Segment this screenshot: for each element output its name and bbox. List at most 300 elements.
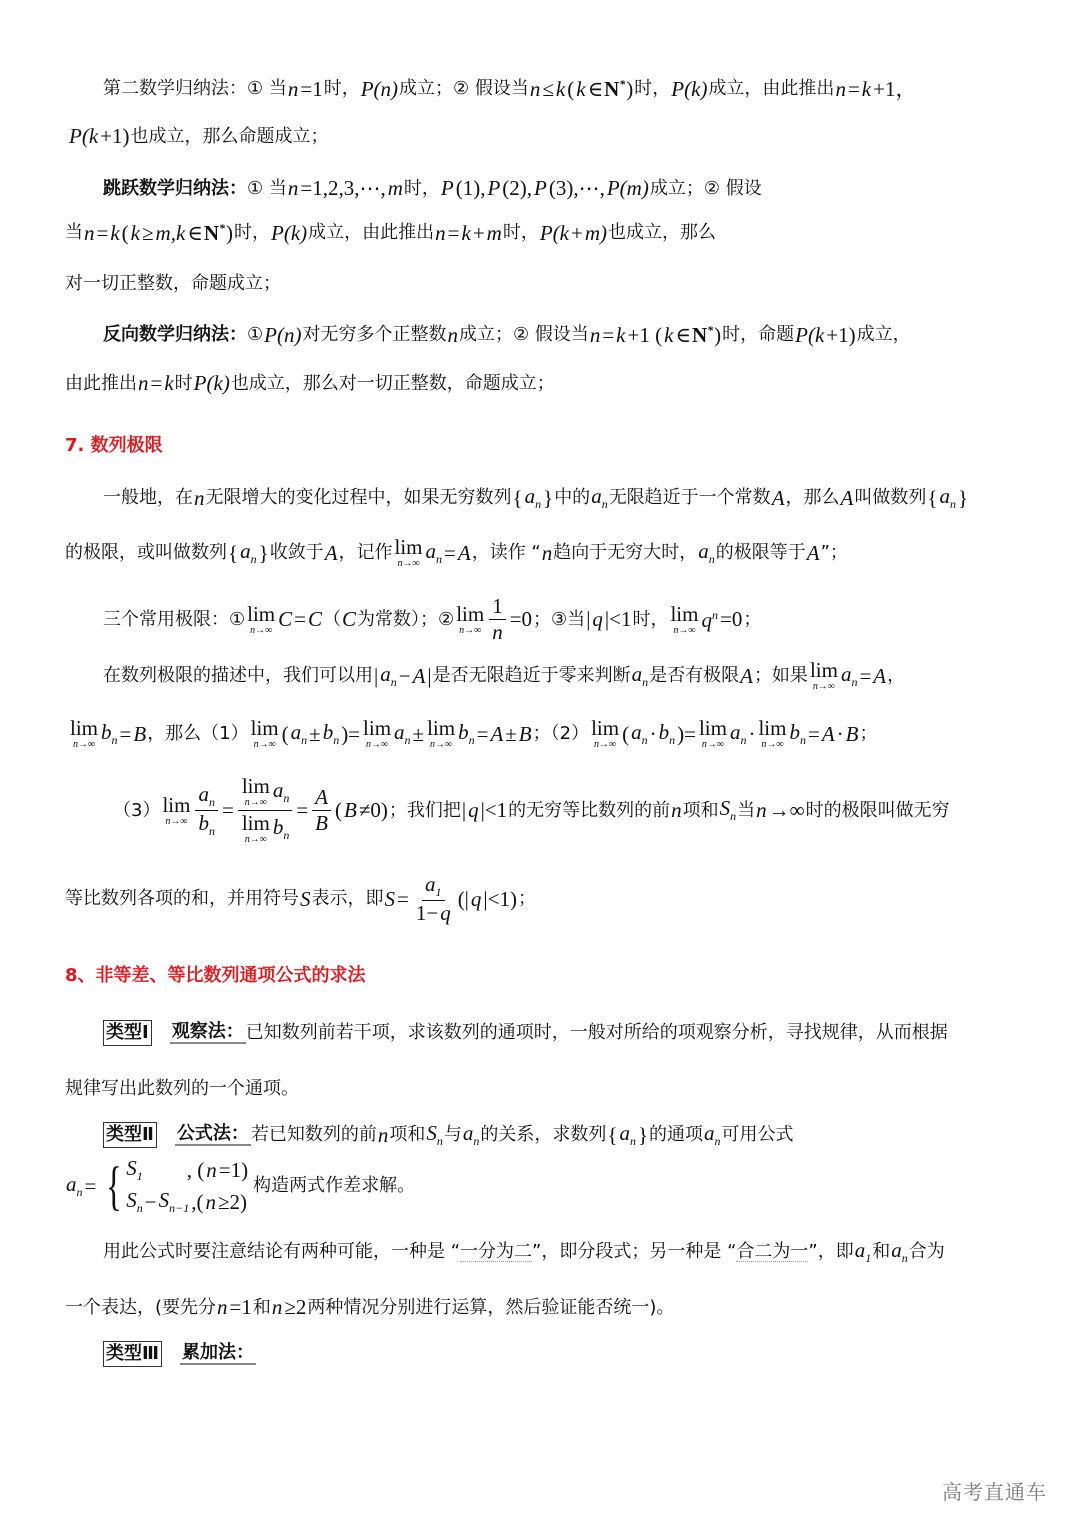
math-subscript: n: [390, 675, 397, 690]
limit-operator: [427, 718, 455, 750]
math-variable: [272, 777, 290, 806]
math-subscript: n: [111, 733, 118, 748]
math-variable: [287, 76, 299, 101]
math-variable: [240, 538, 257, 567]
math-subscript: n: [468, 733, 475, 748]
text: 是否无限趋近于零来判断: [432, 665, 631, 686]
math-variable: [360, 76, 399, 101]
math-base: n: [435, 220, 446, 245]
math-base: a: [462, 1120, 474, 1145]
text: 中的: [554, 487, 591, 509]
math-base: m: [486, 220, 502, 245]
math-variable: [204, 222, 225, 244]
math-subscript: n: [714, 1134, 721, 1149]
method-label: 观察法：: [171, 1020, 244, 1042]
math-variable: [394, 719, 411, 748]
math-base: a: [240, 538, 251, 563]
text: 已知数列前若干项，求该数列的通项时，一般对所给的项观察分析，寻找规律，从而根据: [245, 1022, 948, 1043]
math-base: a: [729, 719, 741, 744]
math-base: n: [589, 322, 601, 347]
emphasis-text: 一分为二: [460, 1240, 533, 1262]
para-second-induction-cont: [68, 126, 329, 147]
math-variable: [272, 814, 290, 843]
text: ，记作: [338, 542, 393, 563]
math-symbol: =1): [218, 1157, 249, 1182]
math-base: n: [756, 798, 767, 822]
text: 的极限，或叫做数列: [65, 542, 227, 563]
math-base: B: [845, 721, 859, 746]
math-base: n: [377, 1122, 389, 1147]
math-variable: [159, 1190, 190, 1214]
math-variable: [308, 609, 322, 630]
math-symbol: +1，: [873, 76, 917, 101]
math-variable: [205, 1189, 216, 1214]
text: 无限趋近于一个常数: [608, 487, 771, 509]
fraction: [195, 781, 218, 839]
math-symbol: =: [221, 798, 234, 822]
math-symbol: =1: [229, 1295, 252, 1319]
limit-operator: [162, 792, 191, 827]
text: 时，: [632, 608, 669, 630]
text: 用此公式时要注意结论有两种可能，一种是 “: [103, 1241, 461, 1263]
math-variable: [470, 886, 482, 911]
math-symbol: |<1): [483, 886, 517, 911]
text: 时，: [323, 78, 360, 99]
math-subscript: n: [301, 733, 308, 748]
type-label-box: 类型Ⅰ: [103, 1020, 152, 1046]
math-symbol: (3),⋯,: [548, 176, 605, 200]
math-symbol: ±: [505, 721, 517, 746]
math-variable: [584, 220, 607, 245]
math-symbol: {: [512, 485, 523, 510]
math-variable: [110, 220, 120, 245]
math-base: a: [198, 781, 209, 806]
type-label-box: 类型Ⅲ: [103, 1341, 162, 1367]
math-symbol: =: [96, 220, 109, 245]
math-symbol: (: [567, 76, 575, 101]
math-variable: [447, 322, 458, 347]
math-superscript: n: [711, 607, 718, 622]
lim-subscript: n→∞: [253, 739, 276, 750]
lim-word: lim: [427, 716, 456, 740]
math-base: n: [541, 540, 553, 565]
text: 也成立，那么对一切正整数，命题成立；: [230, 372, 555, 394]
text: 的无穷等比数列的前: [508, 799, 671, 821]
math-variable: [692, 324, 713, 346]
math-base: a: [840, 661, 852, 686]
math-base: C: [308, 607, 323, 631]
text: 合为: [908, 1241, 945, 1263]
math-base: S: [126, 1188, 137, 1213]
math-base: a: [891, 1238, 902, 1262]
math-symbol: =: [847, 76, 860, 101]
math-variable: [631, 661, 649, 690]
math-symbol: =0: [509, 607, 533, 631]
text: ”，即分段式；另一种是 “: [532, 1241, 737, 1263]
text: 和: [872, 1241, 891, 1263]
math-variable: [457, 540, 471, 565]
para-formula-note-cont: [65, 1297, 674, 1318]
math-base: P(k): [193, 371, 230, 395]
math-variable: [939, 486, 956, 510]
math-base: a: [939, 484, 950, 508]
para-limit-rules: [68, 718, 877, 750]
text: 时，: [502, 222, 539, 243]
denominator: [489, 620, 506, 643]
text: 当: [65, 222, 83, 243]
math-variable: [198, 781, 215, 809]
math-subscript: n: [641, 733, 648, 748]
math-base: n: [529, 76, 541, 101]
para-type-1: [103, 1020, 948, 1046]
math-variable: [441, 178, 454, 199]
math-variable: [555, 76, 566, 101]
math-base: q: [592, 607, 603, 631]
lim-subscript: n→∞: [244, 834, 267, 845]
text: 也成立，那么: [608, 222, 716, 243]
math-subscript: n: [404, 733, 411, 748]
text: 成立；② 假设当: [399, 78, 529, 99]
math-base: A: [821, 721, 835, 746]
math-variable: [315, 813, 328, 834]
para-type-1-cont: [65, 1080, 299, 1098]
math-variable: [619, 1120, 636, 1149]
lim-subscript: n→∞: [812, 681, 836, 692]
section-heading-7: [65, 437, 163, 455]
math-base: n: [84, 220, 95, 245]
math-base: C: [278, 607, 293, 631]
math-symbol: |: [427, 663, 432, 688]
math-subscript: n: [473, 1134, 480, 1149]
math-symbol: =: [119, 721, 132, 746]
math-base: N: [604, 77, 620, 101]
limit-operator: [810, 660, 838, 692]
math-variable: [631, 719, 648, 748]
text: （3）: [113, 799, 161, 821]
para-limit-criterion: [103, 660, 905, 692]
text: 由此推出: [65, 372, 137, 394]
case-row: [125, 1158, 249, 1182]
math-variable: [130, 220, 140, 245]
limit-operator: [247, 601, 276, 636]
math-base: A: [324, 540, 338, 565]
math-variable: [771, 485, 785, 510]
math-symbol: {: [927, 485, 938, 510]
text: 时，: [634, 78, 671, 99]
lim-word: lim: [670, 601, 699, 626]
math-base: a: [66, 1172, 77, 1197]
math-base: q: [440, 901, 451, 926]
para-jump-induction-end: [65, 275, 281, 293]
math-variable: [155, 220, 186, 245]
math-base: n: [206, 1157, 217, 1182]
math-variable: [891, 1240, 908, 1264]
math-variable: [704, 1120, 721, 1149]
math-symbol: ≥2): [217, 1189, 247, 1214]
math-variable: [342, 609, 356, 630]
math-variable: [486, 220, 502, 245]
text: 的通项: [649, 1124, 704, 1145]
para-reverse-induction: [103, 324, 911, 346]
denominator: [312, 811, 331, 834]
limit-operator: [363, 718, 391, 750]
math-variable: [206, 1157, 217, 1182]
math-symbol: +1): [826, 322, 856, 347]
math-base: m): [584, 220, 607, 245]
math-variable: [720, 798, 737, 822]
math-variable: [288, 178, 299, 199]
math-symbol: {: [607, 1122, 618, 1147]
math-base: k: [130, 220, 140, 245]
text: 时，命题: [722, 324, 795, 345]
math-subscript: n: [708, 552, 715, 567]
math-base: A: [315, 785, 328, 809]
math-variable: [729, 719, 747, 748]
text: 若已知数列的前: [250, 1124, 377, 1145]
math-base: a: [631, 719, 642, 744]
case-row: [125, 1190, 249, 1214]
math-base: n: [138, 371, 149, 395]
text: 对无穷多个正整数: [302, 324, 447, 345]
math-base: S: [300, 886, 311, 911]
math-variable: [101, 719, 118, 748]
math-subscript: n: [799, 733, 806, 748]
math-subscript: n: [436, 1134, 443, 1149]
math-subscript: n−1: [169, 1201, 190, 1216]
lim-word: lim: [456, 601, 485, 626]
denominator: [413, 901, 454, 924]
lim-word: lim: [162, 792, 191, 817]
math-variable: [425, 538, 443, 567]
math-subscript: n: [730, 809, 737, 824]
lim-subscript: n→∞: [761, 739, 784, 750]
math-base: a: [631, 661, 643, 686]
math-base: k: [576, 76, 586, 101]
method-label: 累加法：: [182, 1341, 255, 1363]
math-superscript: *: [707, 323, 714, 337]
math-variable: [664, 322, 674, 347]
math-base: k: [861, 76, 872, 101]
text: 表示，即: [311, 888, 384, 910]
math-base: a: [524, 484, 536, 508]
math-base: a: [425, 872, 436, 896]
text: 一个表达，(要先分: [65, 1296, 217, 1318]
math-variable: [671, 76, 708, 101]
math-symbol: (2),: [502, 176, 533, 200]
lim-word: lim: [241, 811, 270, 835]
math-variable: [529, 76, 541, 101]
math-base: a: [425, 538, 437, 563]
math-base: P(k: [795, 322, 825, 347]
math-symbol: +1): [100, 124, 130, 148]
math-base: A: [490, 721, 504, 746]
text: ；③当: [533, 608, 586, 630]
math-variable: [425, 874, 442, 898]
math-symbol: =: [859, 663, 872, 688]
limit-operator: [251, 718, 279, 750]
math-superscript: *: [619, 77, 626, 91]
bold-label: 跳跃数学归纳法：: [103, 177, 247, 199]
math-symbol: |: [374, 663, 379, 688]
math-variable: [490, 721, 504, 746]
math-symbol: +1 (: [627, 322, 663, 347]
text: 时，: [234, 222, 270, 243]
text: 叫做数列: [854, 487, 927, 509]
lim-subscript: n→∞: [594, 739, 617, 750]
para-reverse-induction-cont: [65, 373, 555, 394]
math-symbol: {: [228, 540, 239, 565]
math-symbol: =: [476, 721, 489, 746]
math-symbol: ±: [412, 721, 425, 746]
para-jump-induction-cont: [65, 222, 716, 244]
math-base: n: [287, 176, 299, 200]
math-variable: [278, 609, 292, 630]
math-symbol: ≠0): [358, 798, 388, 822]
math-base: a: [698, 538, 709, 563]
math-symbol: ): [226, 220, 233, 245]
math-variable: [658, 719, 676, 748]
math-variable: [740, 663, 753, 688]
math-base: P: [440, 176, 454, 200]
math-symbol: }: [543, 485, 554, 510]
math-base: n: [217, 1295, 228, 1319]
lim-word: lim: [247, 601, 276, 626]
math-base: A: [412, 663, 426, 688]
math-variable: [290, 719, 308, 748]
limit-operator: [758, 718, 786, 750]
math-base: b: [458, 719, 469, 744]
math-variable: [412, 663, 426, 688]
text: 时的极限叫做无穷: [805, 799, 950, 821]
math-base: S: [126, 1156, 137, 1180]
math-variable: [534, 178, 547, 199]
math-symbol: ·: [649, 721, 657, 746]
watermark: 高考直通车: [942, 1480, 1047, 1504]
math-symbol: |<1: [604, 607, 632, 631]
text: 构造两式作差求解。: [253, 1175, 416, 1197]
math-symbol: )=: [341, 721, 361, 746]
text: 无限增大的变化过程中，如果无穷数列: [205, 487, 512, 509]
math-variable: [541, 540, 553, 565]
text: 当: [737, 799, 756, 821]
math-symbol: (1),: [455, 176, 486, 200]
text: 7. 数列极限: [65, 435, 163, 456]
limit-operator: [70, 718, 98, 750]
math-base: S: [719, 796, 731, 821]
text: 项和: [389, 1124, 426, 1145]
math-base: B: [344, 798, 357, 822]
lim-subscript: n→∞: [165, 815, 188, 827]
math-variable: [492, 622, 503, 643]
math-base: a: [290, 719, 302, 744]
text: 的关系，求数列: [480, 1124, 607, 1145]
math-base: q: [468, 798, 479, 822]
math-subscript: n: [208, 795, 215, 809]
math-subscript: n: [851, 675, 858, 690]
math-symbol: =: [296, 798, 309, 822]
math-base: q: [701, 607, 712, 632]
para-limit-notation: [65, 537, 848, 569]
math-variable: [795, 322, 825, 347]
text: 两种情况分别进行运算，然后验证能否统一)。: [307, 1296, 675, 1318]
text: ，: [887, 665, 906, 686]
lim-word: lim: [363, 716, 392, 740]
math-variable: [840, 485, 854, 510]
text: ；如果: [753, 665, 808, 686]
math-subscript: n: [208, 824, 215, 839]
math-symbol: 1−: [415, 901, 439, 926]
math-base: A: [740, 663, 753, 688]
math-base: P(k): [271, 220, 308, 245]
limit-operator: [395, 537, 423, 569]
math-base: k: [664, 322, 674, 347]
math-symbol: |: [586, 607, 591, 631]
math-variable: [592, 609, 603, 630]
text: ，那么: [785, 487, 840, 509]
math-superscript: *: [219, 221, 225, 235]
math-base: m,k: [155, 220, 186, 245]
math-variable: [66, 1174, 83, 1198]
math-symbol: |<1: [480, 798, 508, 822]
text: 8、非等差、等比数列通项公式的求法: [65, 965, 366, 986]
denominator: [238, 811, 293, 845]
para-type-3: [103, 1341, 256, 1367]
math-variable: [458, 719, 475, 748]
math-variable: [845, 721, 859, 746]
numerator: [489, 596, 506, 620]
text: 为常数）；②: [357, 608, 455, 630]
text: 在数列极限的描述中，我们可以用: [103, 665, 373, 686]
math-symbol: ): [626, 76, 634, 101]
math-symbol: ≥2: [284, 1295, 307, 1319]
para-common-limits: [103, 596, 761, 643]
math-symbol: }: [637, 1122, 649, 1147]
text: 时，: [403, 177, 440, 199]
math-symbol: =: [294, 607, 307, 631]
lim-subscript: n→∞: [250, 624, 273, 636]
math-subscript: n: [250, 552, 257, 567]
math-variable: [272, 1297, 283, 1318]
math-base: P(m): [606, 176, 649, 200]
math-variable: [576, 76, 586, 101]
lim-subscript: n→∞: [673, 624, 696, 636]
math-variable: [344, 800, 357, 821]
lim-subscript: n→∞: [72, 739, 96, 750]
math-variable: [525, 486, 542, 510]
math-subscript: n: [283, 828, 290, 843]
math-subscript: n: [601, 497, 608, 512]
math-base: b: [272, 814, 284, 839]
limit-operator: [591, 718, 619, 750]
math-base: n: [492, 620, 503, 644]
math-subscript: 1: [435, 885, 442, 900]
text: ；: [517, 888, 536, 910]
math-base: a: [591, 484, 602, 508]
lim-word: lim: [394, 535, 423, 559]
math-base: B: [518, 721, 532, 746]
lim-subscript: n→∞: [430, 739, 453, 750]
math-variable: [388, 178, 403, 199]
text: ”；: [820, 542, 848, 563]
math-subscript: 1: [136, 1169, 143, 1184]
math-variable: [440, 903, 451, 924]
math-variable: [198, 813, 215, 837]
math-base: n: [447, 322, 458, 347]
text: 成立，由此推出: [308, 222, 435, 243]
math-base: B: [133, 721, 147, 746]
math-base: P: [534, 176, 547, 200]
math-base: a: [854, 1238, 866, 1262]
